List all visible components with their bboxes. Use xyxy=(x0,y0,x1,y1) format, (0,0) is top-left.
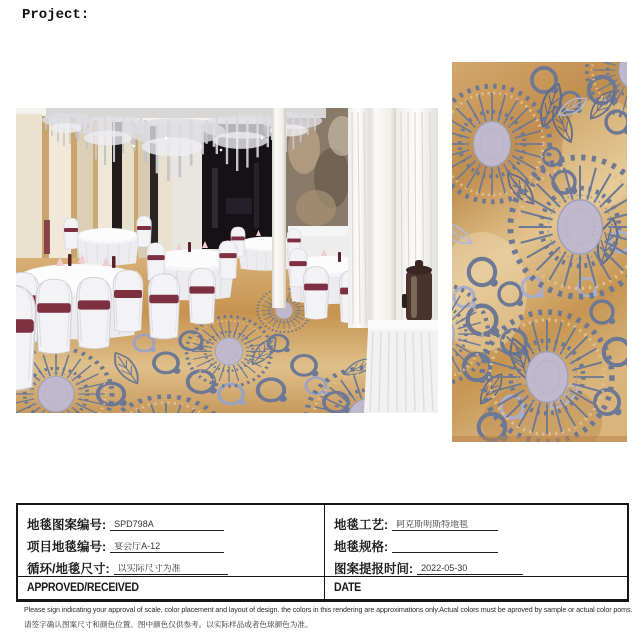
spec-left-cell xyxy=(18,505,325,576)
submit-date-label: 图案提报时间: xyxy=(334,561,414,576)
pattern-number-label: 地毯图案编号: xyxy=(27,517,107,532)
approved-received-label: APPROVED/RECEIVED xyxy=(27,582,139,594)
spec-row-repeat-size xyxy=(27,553,324,575)
craft-label: 地毯工艺: xyxy=(334,517,389,532)
disclaimer-chinese: 请签字确认图案尺寸和颜色位置。图中颜色仅供参考。以实际样品或者色球颜色为准。 xyxy=(24,620,313,629)
approved-received-cell[interactable] xyxy=(18,576,325,599)
spec-row-specification xyxy=(334,531,627,553)
repeat-size-value: 以实际尺寸为准 xyxy=(114,564,228,575)
carpet-spec-table xyxy=(16,503,629,602)
spec-right-cell xyxy=(325,505,627,576)
disclaimer xyxy=(24,605,633,630)
date-label: DATE xyxy=(334,582,361,594)
submit-date-value: 2022-05-30 xyxy=(417,564,523,575)
repeat-size-label: 循环/地毯尺寸: xyxy=(27,561,110,576)
project-carpet-number-value: 宴会厅A-12 xyxy=(110,542,224,553)
carpet-pattern-swatch xyxy=(452,62,627,442)
spec-row-submit-date xyxy=(334,553,627,575)
spec-row-craft xyxy=(334,509,627,531)
specification-label: 地毯规格: xyxy=(334,539,389,554)
specification-value xyxy=(392,551,498,553)
disclaimer-english: Please sign indicating your approval of scale, color placement and layout of design. the colors in this rendering are approximations only.Actual colors must be aproved by sample or actual color poms. xyxy=(24,605,633,614)
banquet-hall-photo xyxy=(16,108,438,413)
project-label: Project: xyxy=(22,7,90,23)
date-cell[interactable] xyxy=(325,576,627,599)
project-carpet-number-label: 项目地毯编号: xyxy=(27,539,107,554)
spec-row-project-carpet-number xyxy=(27,531,324,553)
spec-row-pattern-number xyxy=(27,509,324,531)
pattern-number-value: SPD798A xyxy=(110,520,224,531)
craft-value: 阿克斯明斯特地毯 xyxy=(392,520,498,531)
